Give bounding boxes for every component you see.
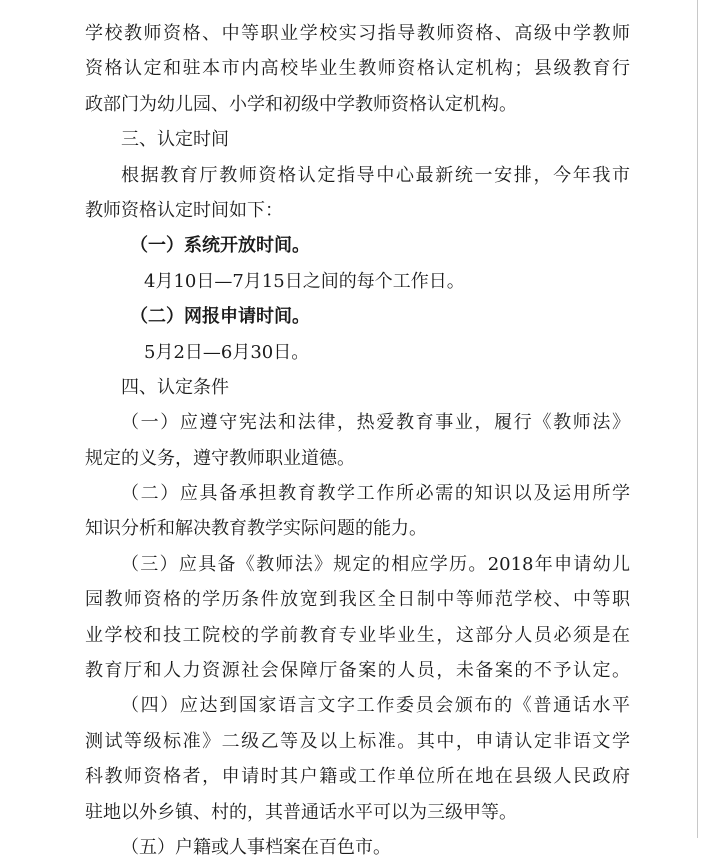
text-line: 规定的义务，遵守教师职业道德。 <box>85 447 355 469</box>
subheading-system-open-time: （一）系统开放时间。 <box>130 235 310 257</box>
text-line: （一）应遵守宪法和法律，热爱教育事业，履行《教师法》 <box>121 412 630 434</box>
text-line: 业学校和技工院校的学前教育专业毕业生，这部分人员必须是在 <box>85 624 630 646</box>
text-line: 4月10日—7月15日之间的每个工作日。 <box>144 270 465 292</box>
text-line: （五）户籍或人事档案在百色市。 <box>121 836 391 858</box>
text-line: 学校教师资格、中等职业学校实习指导教师资格、高级中学教师 <box>85 23 630 44</box>
text-line: 5月2日—6月30日。 <box>144 341 310 363</box>
text-line: 根据教育厅教师资格认定指导中心最新统一安排，今年我市 <box>121 164 630 186</box>
text-line: 测试等级标准》二级乙等及以上标准。其中，申请认定非语文学 <box>85 730 630 752</box>
text-line: 政部门为幼儿园、小学和初级中学教师资格认定机构。 <box>85 93 517 115</box>
document-body <box>85 16 630 865</box>
text-line: 科教师资格者，申请时其户籍或工作单位所在地在县级人民政府 <box>85 766 630 788</box>
text-line: 知识分析和解决教育教学实际问题的能力。 <box>85 518 427 540</box>
text-line: （四）应达到国家语言文字工作委员会颁布的《普通话水平 <box>121 695 630 717</box>
text-line: 驻地以外乡镇、村的，其普通话水平可以为三级甲等。 <box>85 801 517 823</box>
section-heading-conditions: 四、认定条件 <box>121 376 229 398</box>
text-line: （三）应具备《教师法》规定的相应学历。2018年申请幼儿 <box>121 553 630 575</box>
subheading-online-application-time: （二）网报申请时间。 <box>130 306 310 328</box>
text-line: （二）应具备承担教育教学工作所必需的知识以及运用所学 <box>121 483 630 505</box>
section-heading-time: 三、认定时间 <box>121 129 229 151</box>
text-line: 资格认定和驻本市内高校毕业生教师资格认定机构；县级教育行 <box>85 58 630 80</box>
text-line: 园教师资格的学历条件放宽到我区全日制中等师范学校、中等职 <box>85 589 630 611</box>
text-line: 教育厅和人力资源社会保障厅备案的人员，未备案的不予认定。 <box>85 660 630 682</box>
page-edge-line <box>697 0 698 838</box>
text-line: 教师资格认定时间如下： <box>85 199 283 221</box>
